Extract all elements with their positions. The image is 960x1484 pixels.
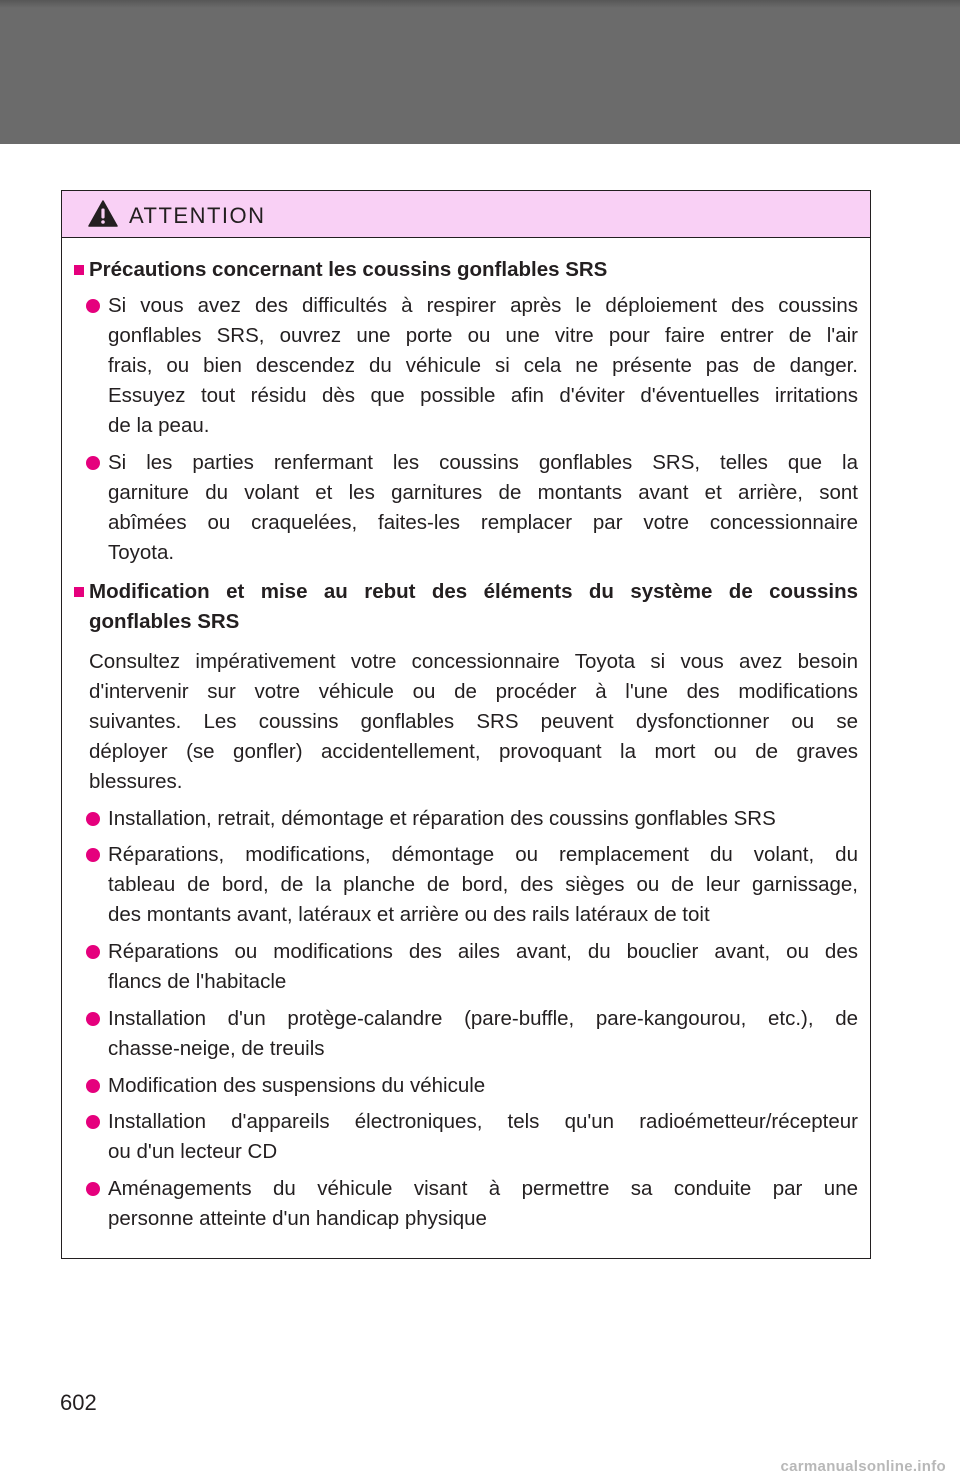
text-line: personne atteinte d'un handicap physique [108,1207,487,1230]
text-line: blessures. [89,770,183,793]
text-line: Consultez impérativement votre concessionnaire Toyota si vous avez besoin [89,650,858,673]
text-line: Installation, retrait, démontage et réparation des coussins gonflables SRS [108,807,776,830]
circle-bullet-icon [86,299,100,313]
text-line: Réparations ou modifications des ailes avant, du bouclier avant, ou des [108,940,858,963]
watermark: carmanualsonline.info [780,1458,946,1475]
warning-triangle-icon [88,200,118,227]
circle-bullet-icon [86,1115,100,1129]
text-line: chasse-neige, de treuils [108,1037,325,1060]
text-line: des montants avant, latéraux et arrière ou des rails latéraux de toit [108,903,710,926]
header-bar [0,0,960,144]
text-line: ou d'un lecteur CD [108,1140,278,1163]
text-line: de la peau. [108,414,210,437]
text-line: tableau de bord, de la planche de bord, des sièges ou de leur garnissage, [108,873,858,896]
text-line: Installation d'un protège-calandre (pare-buffle, pare-kangourou, etc.), de [108,1007,858,1030]
square-bullet-icon [74,587,84,597]
square-bullet-icon [74,265,84,275]
circle-bullet-icon [86,1012,100,1026]
section-heading: Précautions concernant les coussins gonflables SRS [89,258,608,281]
caution-header [62,191,870,238]
circle-bullet-icon [86,456,100,470]
text-line: Toyota. [108,541,175,564]
text-line: flancs de l'habitacle [108,970,287,993]
text-line: Installation d'appareils électroniques, tels qu'un radioémetteur/récepteur [108,1110,858,1133]
text-line: déployer (se gonfler) accidentellement, provoquant la mort ou de graves [89,740,858,763]
text-line: Aménagements du véhicule visant à permettre sa conduite par une [108,1177,858,1200]
caution-title: ATTENTION [129,203,266,228]
circle-bullet-icon [86,1079,100,1093]
page-number: 602 [60,1390,97,1415]
text-line: Modification des suspensions du véhicule [108,1074,486,1097]
text-line: Si les parties renfermant les coussins gonflables SRS, telles que la [108,451,858,474]
text-line: frais, ou bien descendez du véhicule si cela ne présente pas de danger. [108,354,858,377]
text-line: abîmées ou craquelées, faites-les remplacer par votre concessionnaire [108,511,858,534]
text-line: Essuyez tout résidu dès que possible afin d'éviter d'éventuelles irritations [108,384,858,407]
text-line: gonflables SRS, ouvrez une porte ou une vitre pour faire entrer de l'air [108,324,858,347]
text-line: Réparations, modifications, démontage ou remplacement du volant, du [108,843,858,866]
circle-bullet-icon [86,848,100,862]
text-line: suivantes. Les coussins gonflables SRS peuvent dysfonctionner ou se [89,710,858,733]
circle-bullet-icon [86,1182,100,1196]
circle-bullet-icon [86,945,100,959]
section-heading: gonflables SRS [89,610,240,633]
text-line: garniture du volant et les garnitures de montants avant et arrière, sont [108,481,858,504]
text-line: Si vous avez des difficultés à respirer après le déploiement des coussins [108,294,858,317]
text-line: d'intervenir sur votre véhicule ou de procéder à l'une des modifications [89,680,858,703]
section-heading: Modification et mise au rebut des éléments du système de coussins [89,580,858,603]
circle-bullet-icon [86,812,100,826]
